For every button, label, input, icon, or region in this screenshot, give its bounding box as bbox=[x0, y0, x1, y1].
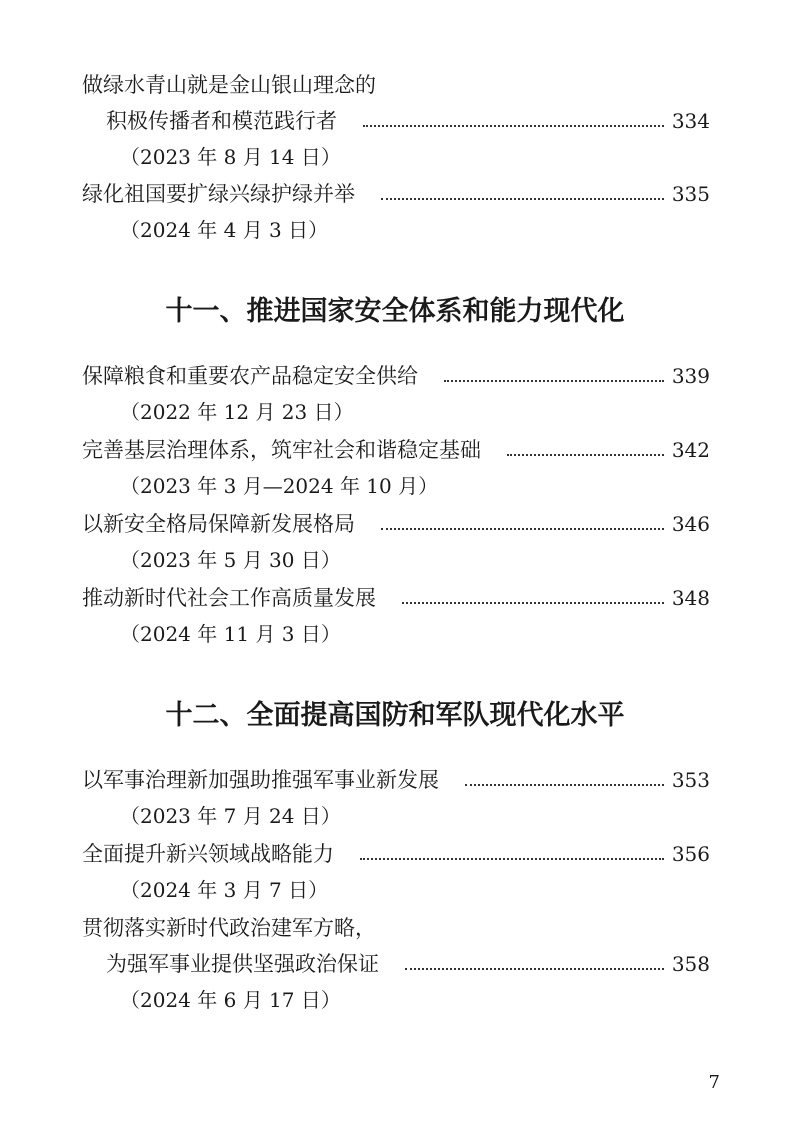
toc-entry-title-line1 bbox=[82, 911, 710, 945]
dot-leader bbox=[402, 600, 664, 604]
page-number: 353 bbox=[671, 768, 710, 792]
toc-entry[interactable] bbox=[82, 433, 710, 467]
toc-entry-title-line2: 为强军事业提供坚强政治保证 bbox=[106, 952, 379, 976]
toc-entry-title: 做绿水青山就是金山银山理念的 bbox=[82, 73, 376, 97]
toc-entry[interactable] bbox=[82, 763, 710, 797]
page-number: 346 bbox=[671, 512, 710, 536]
toc-entry[interactable] bbox=[82, 837, 710, 871]
section-heading: 十二、全面提高国防和军队现代化水平 bbox=[165, 700, 625, 731]
toc-entry-date: （2024 年 3 月 7 日） bbox=[120, 878, 329, 902]
toc-entry-title: 全面提升新兴领域战略能力 bbox=[82, 842, 334, 866]
toc-entry-title-line1 bbox=[82, 68, 710, 102]
toc-entry[interactable] bbox=[82, 359, 710, 393]
toc-entry-date: （2023 年 3 月—2024 年 10 月） bbox=[120, 474, 439, 498]
toc-entry-date: （2024 年 11 月 3 日） bbox=[120, 622, 341, 646]
page-number: 348 bbox=[671, 586, 710, 610]
section-heading: 十一、推进国家安全体系和能力现代化 bbox=[165, 296, 625, 327]
toc-entry-date: （2023 年 5 月 30 日） bbox=[120, 548, 341, 572]
page-number: 335 bbox=[671, 182, 710, 206]
page-number: 356 bbox=[671, 842, 710, 866]
toc-entry-date: （2024 年 4 月 3 日） bbox=[120, 218, 329, 242]
toc-entry-title: 完善基层治理体系，筑牢社会和谐稳定基础 bbox=[82, 438, 481, 462]
dot-leader bbox=[465, 782, 664, 786]
toc-entry[interactable] bbox=[82, 507, 710, 541]
dot-leader bbox=[381, 526, 664, 530]
toc-entry[interactable] bbox=[106, 947, 710, 981]
dot-leader bbox=[381, 196, 664, 200]
page-number: 334 bbox=[671, 109, 710, 133]
toc-entry[interactable] bbox=[106, 104, 710, 138]
toc-entry-title: 推动新时代社会工作高质量发展 bbox=[82, 586, 376, 610]
toc-entry-date: （2023 年 7 月 24 日） bbox=[120, 804, 341, 828]
toc-entry-date: （2023 年 8 月 14 日） bbox=[120, 145, 341, 169]
dot-leader bbox=[360, 856, 664, 860]
page-number: 342 bbox=[671, 438, 710, 462]
toc-entry-title: 以军事治理新加强助推强军事业新发展 bbox=[82, 768, 439, 792]
page-folio: 7 bbox=[708, 1072, 720, 1093]
toc-entry-title-line2: 积极传播者和模范践行者 bbox=[106, 109, 337, 133]
dot-leader bbox=[405, 966, 664, 970]
toc-entry[interactable] bbox=[82, 581, 710, 615]
dot-leader bbox=[444, 378, 664, 382]
toc-entry[interactable] bbox=[82, 177, 710, 211]
toc-entry-title: 保障粮食和重要农产品稳定安全供给 bbox=[82, 364, 418, 388]
toc-entry-date: （2024 年 6 月 17 日） bbox=[120, 988, 341, 1012]
page-number: 358 bbox=[671, 952, 710, 976]
toc-entry-title: 绿化祖国要扩绿兴绿护绿并举 bbox=[82, 182, 355, 206]
toc-entry-date: （2022 年 12 月 23 日） bbox=[120, 400, 354, 424]
page-number: 339 bbox=[671, 364, 710, 388]
toc-entry-title: 以新安全格局保障新发展格局 bbox=[82, 512, 355, 536]
toc-entry-title: 贯彻落实新时代政治建军方略， bbox=[82, 916, 376, 940]
dot-leader bbox=[507, 452, 664, 456]
dot-leader bbox=[363, 123, 664, 127]
